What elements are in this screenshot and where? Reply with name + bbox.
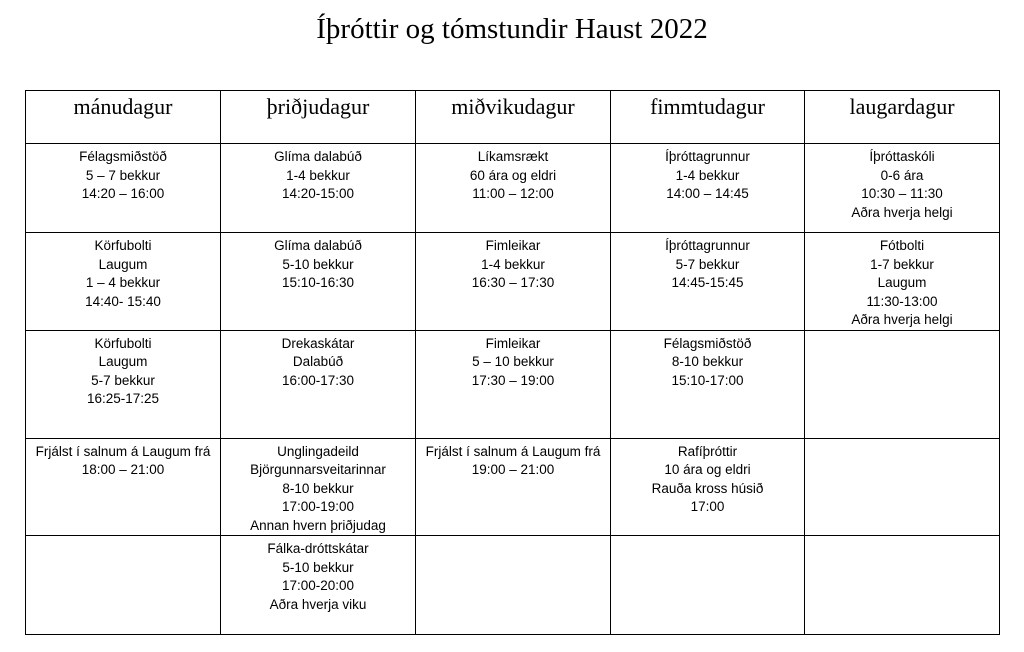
- activity-line: Aðra hverja viku: [269, 596, 367, 612]
- activity-line: 10:30 – 11:30: [861, 186, 943, 201]
- activity-cell-tuesday: [221, 536, 416, 635]
- activity-line: 14:20-15:00: [281, 186, 355, 201]
- activity-line: 8-10 bekkur: [282, 480, 354, 496]
- activity-line: 19:00 – 21:00: [471, 462, 555, 477]
- day-header-wednesday: miðvikudagur: [416, 91, 611, 144]
- activity-line: Frjálst í salnum á Laugum frá: [425, 443, 601, 459]
- activity-line: 8-10 bekkur: [671, 354, 744, 369]
- activity-cell-monday: [26, 144, 221, 233]
- activity-line: Annan hvern þriðjudag: [250, 517, 386, 533]
- activity-cell-wednesday: [416, 144, 611, 233]
- activity-cell-thursday: [611, 144, 805, 233]
- activity-cell-tuesday: [221, 144, 416, 233]
- activity-line: 15:10-17:00: [671, 372, 744, 388]
- day-header-thursday: fimmtudagur: [611, 91, 805, 144]
- day-header-monday: mánudagur: [26, 91, 221, 144]
- activity-line: 60 ára og eldri: [469, 167, 557, 183]
- activity-line: 1 – 4 bekkur: [85, 275, 161, 290]
- activity-line: 15:10-16:30: [281, 275, 355, 290]
- table-row: [26, 536, 1000, 635]
- activity-line: Dalabúð: [292, 354, 344, 369]
- activity-line: 14:40- 15:40: [85, 293, 161, 309]
- activity-line: Fálka-dróttskátar: [267, 541, 369, 556]
- activity-line: 5-7 bekkur: [91, 372, 155, 388]
- activity-cell-saturday: [805, 438, 1000, 536]
- activity-cell-wednesday: [416, 438, 611, 536]
- header-row: [26, 91, 1000, 144]
- activity-line: Rafíþróttir: [677, 443, 738, 459]
- activity-line: Körfubolti: [94, 238, 152, 253]
- activity-line: 17:00: [690, 499, 725, 514]
- activity-cell-thursday: [611, 438, 805, 536]
- table-row: [26, 330, 1000, 438]
- activity-line: Félagsmiðstöð: [663, 335, 752, 351]
- activity-line: 5 – 10 bekkur: [472, 354, 554, 369]
- activity-line: 5-7 bekkur: [675, 256, 740, 272]
- activity-line: 11:00 – 12:00: [472, 186, 554, 201]
- activity-line: 1-4 bekkur: [286, 167, 350, 183]
- activity-line: 16:30 – 17:30: [471, 275, 555, 290]
- activity-line: 1-7 bekkur: [870, 256, 934, 272]
- day-header-saturday: laugardagur: [805, 91, 1000, 144]
- activity-line: Fimleikar: [485, 238, 541, 253]
- activity-line: Íþróttagrunnur: [665, 149, 750, 164]
- activity-line: 10 ára og eldri: [664, 462, 751, 477]
- activity-line: 16:00-17:30: [281, 372, 355, 388]
- activity-line: Aðra hverja helgi: [851, 204, 953, 220]
- table-row: [26, 233, 1000, 331]
- activity-cell-saturday: [805, 330, 1000, 438]
- activity-line: 5-10 bekkur: [282, 256, 354, 272]
- activity-cell-monday: [26, 536, 221, 635]
- activity-line: Íþróttagrunnur: [665, 238, 750, 253]
- table-row: [26, 438, 1000, 536]
- activity-line: Laugum: [98, 256, 148, 272]
- activity-cell-tuesday: [221, 330, 416, 438]
- activity-cell-thursday: [611, 233, 805, 331]
- activity-line: Unglingadeild: [277, 443, 359, 459]
- activity-cell-monday: [26, 330, 221, 438]
- activity-line: 1-4 bekkur: [481, 256, 545, 272]
- activity-cell-wednesday: [416, 330, 611, 438]
- activity-line: 16:25-17:25: [86, 391, 160, 406]
- table-row: [26, 144, 1000, 233]
- activity-line: 5-10 bekkur: [282, 559, 354, 575]
- activity-cell-saturday: [805, 536, 1000, 635]
- activity-line: 0-6 ára: [880, 167, 924, 183]
- activity-line: 5 – 7 bekkur: [85, 167, 161, 183]
- activity-cell-saturday: [805, 144, 1000, 233]
- activity-cell-thursday: [611, 330, 805, 438]
- activity-line: 17:00-20:00: [281, 578, 355, 593]
- day-header-tuesday: þriðjudagur: [221, 91, 416, 144]
- activity-line: 17:00-19:00: [281, 499, 355, 514]
- activity-cell-saturday: [805, 233, 1000, 331]
- activity-line: Fótbolti: [879, 238, 925, 253]
- activity-cell-tuesday: [221, 438, 416, 536]
- activity-line: Glíma dalabúð: [274, 238, 362, 253]
- activity-line: 11:30-13:00: [866, 293, 938, 309]
- activity-cell-monday: [26, 438, 221, 536]
- activity-line: Laugum: [877, 275, 927, 290]
- activity-line: Aðra hverja helgi: [851, 312, 953, 327]
- activity-line: 18:00 – 21:00: [81, 462, 165, 477]
- activity-line: Félagsmiðstöð: [79, 149, 167, 164]
- activity-line: 14:20 – 16:00: [81, 186, 165, 201]
- activity-line: Íþróttaskóli: [869, 149, 935, 164]
- activity-line: Glíma dalabúð: [274, 149, 362, 164]
- activity-cell-wednesday: [416, 536, 611, 635]
- activity-cell-thursday: [611, 536, 805, 635]
- activity-line: Körfubolti: [94, 335, 152, 351]
- activity-line: 1-4 bekkur: [675, 167, 740, 183]
- schedule-table: [25, 90, 1000, 635]
- activity-line: Laugum: [98, 354, 148, 369]
- activity-cell-wednesday: [416, 233, 611, 331]
- activity-cell-tuesday: [221, 233, 416, 331]
- activity-line: Líkamsrækt: [477, 149, 549, 164]
- activity-line: Björgunnarsveitarinnar: [250, 462, 386, 477]
- activity-line: 14:00 – 14:45: [666, 186, 749, 201]
- activity-cell-monday: [26, 233, 221, 331]
- page-title: Íþróttir og tómstundir Haust 2022: [316, 13, 708, 45]
- activity-line: Fimleikar: [485, 335, 541, 351]
- activity-line: Drekaskátar: [281, 335, 355, 351]
- activity-line: Frjálst í salnum á Laugum frá: [35, 443, 211, 459]
- activity-line: Rauða kross húsið: [651, 480, 764, 496]
- activity-line: 17:30 – 19:00: [471, 372, 555, 388]
- activity-line: 14:45-15:45: [671, 275, 744, 290]
